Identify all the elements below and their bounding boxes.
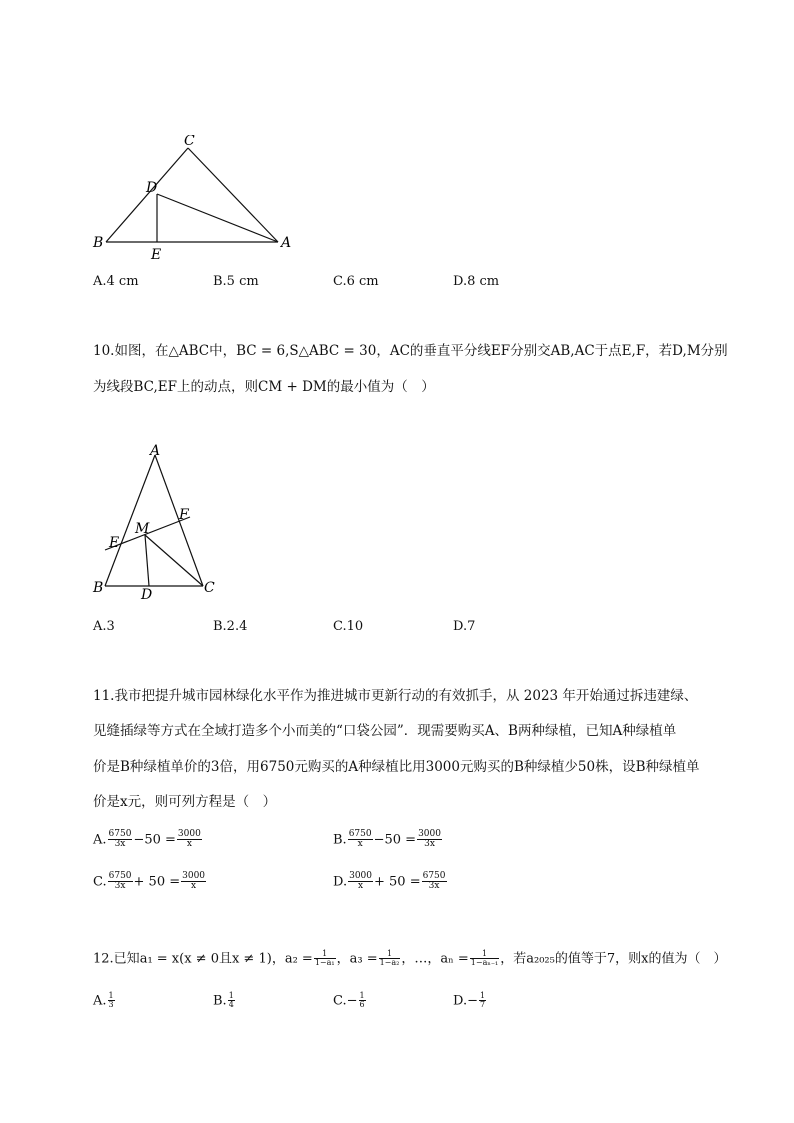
q11-stem-line3: 价是B种绿植单价的3倍，用6750元购买的A种绿植比用3000元购买的B种绿植少50株，设B种绿植单 (93, 759, 700, 775)
q12-stem (93, 950, 726, 968)
q9-option-a[interactable]: A.4 cm (93, 274, 139, 289)
q11-option-d-op: + 50 = (374, 874, 421, 890)
q9-label-e: E (151, 247, 162, 263)
q10-option-a[interactable]: A.3 (93, 619, 115, 634)
q12-option-b-label: B. (213, 993, 227, 1009)
q9-label-d: D (146, 180, 158, 196)
q12-option-a-frac: $\frac{1}{3}$ (108, 991, 114, 1010)
q12-option-c[interactable] (333, 992, 367, 1010)
q12-option-d-frac: $\frac{1}{7}$ (480, 991, 486, 1010)
q9-option-d[interactable]: D.8 cm (453, 274, 500, 289)
q9-label-b: B (93, 235, 104, 251)
q10-option-d[interactable]: D.7 (453, 619, 476, 634)
q9-label-a: A (281, 235, 292, 251)
q9-label-c: C (184, 135, 195, 149)
q12-dots: ，…， (401, 951, 441, 967)
q12-a3-eq: ，a₃ = (336, 951, 378, 967)
q12-option-c-sign: − (346, 993, 358, 1009)
q10-label-m: M (135, 521, 150, 537)
q12-an-eq: aₙ = (440, 951, 469, 967)
q11-stem-line1: 11.我市把提升城市园林绿化水平作为推进城市更新行动的有效抓手，从 2023 年开始通过拆违建绿、 (93, 688, 698, 704)
q11-option-c-op: + 50 = (133, 874, 181, 890)
q12-option-b[interactable] (213, 992, 236, 1010)
q10-stem-line1: 10.如图，在△ABC中，BC = 6,S△ABC = 30，AC的垂直平分线EF分别交AB,AC于点E,F，若D,M分别 (93, 343, 728, 359)
q11-option-c-label: C. (93, 874, 107, 890)
q10-label-e: E (109, 535, 120, 551)
q11-option-d-label: D. (333, 874, 348, 890)
q11-option-a-label: A. (93, 832, 107, 848)
q12-option-a-label: A. (93, 993, 107, 1009)
q11-option-a-op: −50 = (133, 832, 176, 848)
q11-option-d[interactable] (333, 872, 448, 892)
q11-stem-line4: 价是x元，则可列方程是（ ） (93, 794, 277, 810)
q11-option-c-frac1: $\frac{6750}{3x}$ (108, 871, 132, 892)
q12-a3-frac: $\frac{1}{\text{1−a₂}}$ (379, 949, 400, 968)
q10-option-b[interactable]: B.2.4 (213, 619, 248, 634)
q11-option-a[interactable] (93, 830, 203, 850)
q12-prefix: 12.已知 (93, 951, 140, 967)
q12-option-d-label: D. (453, 993, 468, 1009)
q11-option-b-op: −50 = (373, 832, 417, 848)
q10-label-b: B (93, 580, 104, 596)
q12-option-d[interactable] (453, 992, 487, 1010)
q10-option-c[interactable]: C.10 (333, 619, 364, 634)
q9-option-b[interactable]: B.5 cm (213, 274, 259, 289)
q12-option-a[interactable] (93, 992, 116, 1010)
q11-option-a-frac1: $\frac{6750}{3x}$ (108, 829, 132, 850)
q11-option-c[interactable] (93, 872, 207, 892)
q11-option-d-frac2: $\frac{6750}{3x}$ (422, 871, 446, 892)
q9-triangle-figure (90, 135, 310, 265)
q11-option-b-label: B. (333, 832, 347, 848)
q12-option-d-sign: − (467, 993, 478, 1009)
q10-stem-line2: 为线段BC,EF上的动点，则CM + DM的最小值为（ ） (93, 379, 435, 395)
q10-label-a: A (150, 443, 161, 459)
q12-a2-eq: ，a₂ = (271, 951, 313, 967)
q12-option-c-frac: $\frac{1}{6}$ (359, 991, 365, 1010)
q10-triangle-figure (90, 440, 230, 605)
q10-label-f: F (179, 507, 189, 523)
q11-option-b-frac2: $\frac{3000}{3x}$ (418, 829, 441, 850)
q11-stem-line2: 见缝插绿等方式在全域打造多个小而美的“口袋公园”．现需要购买A、B两种绿植，已知A种绿植单 (93, 723, 677, 739)
q10-label-d: D (141, 587, 153, 603)
q12-option-b-frac: $\frac{1}{4}$ (228, 991, 234, 1010)
q10-label-c: C (204, 580, 215, 596)
q11-option-c-frac2: $\frac{3000}{x}$ (182, 871, 206, 892)
q11-option-d-frac1: $\frac{3000}{x}$ (349, 871, 372, 892)
q12-suffix: ，若a₂₀₂₅的值等于7，则x的值为（ ） (500, 951, 727, 967)
q12-option-c-label: C. (333, 993, 347, 1009)
q12-an-frac: $\frac{1}{\text{1−aₙ₋₁}}$ (470, 949, 499, 968)
q9-option-c[interactable]: C.6 cm (333, 274, 379, 289)
q11-option-b-frac1: $\frac{6750}{x}$ (348, 829, 372, 850)
q11-option-a-frac2: $\frac{3000}{x}$ (177, 829, 201, 850)
q11-option-b[interactable] (333, 830, 443, 850)
q12-a1: a₁ = x(x ≠ 0且x ≠ 1) (139, 951, 272, 967)
q12-a2-frac: $\frac{1}{\text{1−a₁}}$ (314, 949, 335, 968)
